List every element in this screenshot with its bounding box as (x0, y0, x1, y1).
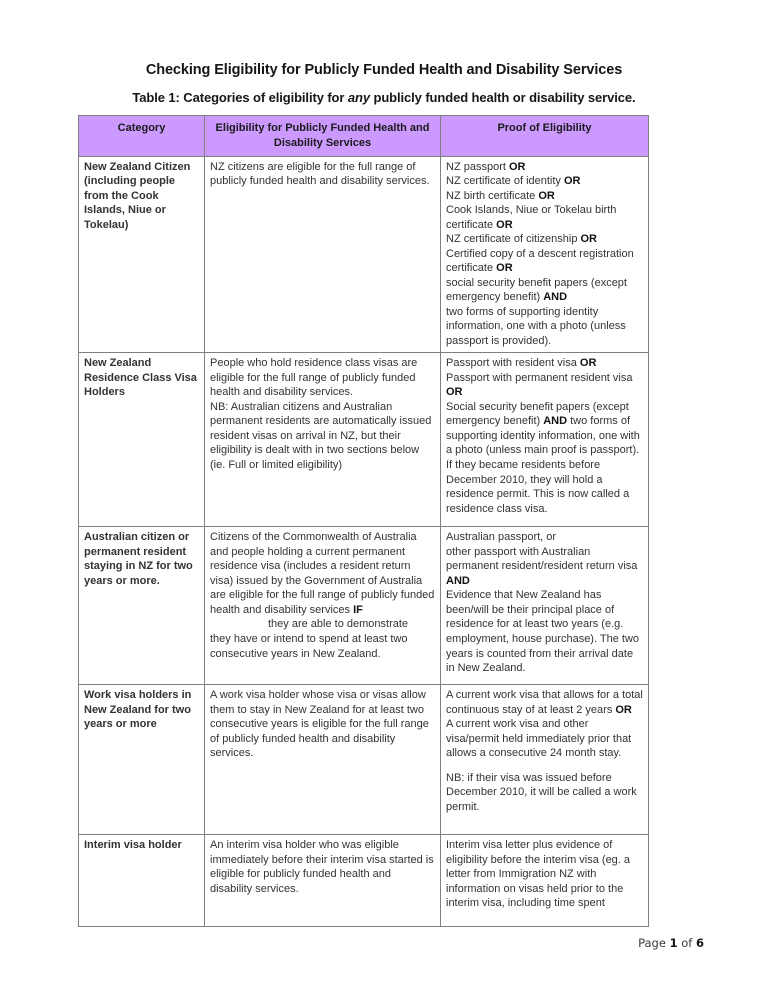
proof-line: A current work visa and other visa/permit held immediately prior that allows a consecutive 24 month stay. (446, 718, 632, 760)
eligibility-line: An interim visa holder who was eligible immediately before their interim visa started is eligible for publicly funded health and disability services. (210, 839, 434, 895)
column-header-category: Category (79, 116, 205, 157)
proof-line: If they became residents before December 2010, they will hold a residence permit. This is now called a residence class visa. (446, 459, 630, 515)
footer-middle: of (677, 936, 696, 950)
emphasis-conjunction: AND (543, 291, 568, 304)
caption-part-before: Table 1: Categories of eligibility for (132, 90, 348, 105)
emphasis-conjunction: AND (543, 415, 568, 428)
proof-line: Passport with resident visa OR (446, 357, 597, 370)
proof-line: Interim visa letter plus evidence of eligibility before the interim visa (eg. a letter from Immigration NZ with information on visas held prior to the interim visa, including time spent (446, 839, 631, 910)
emphasis-conjunction: IF (353, 603, 363, 616)
proof-line: Australian passport, or (446, 531, 557, 544)
eligibility-line: A work visa holder whose visa or visas allow them to stay in New Zealand for at least two consecutive years is eligible for the full range of publicly funded health and disability services. (210, 689, 429, 760)
footer-prefix: Page (638, 936, 670, 950)
table-row (79, 156, 649, 353)
proof-line: social security benefit papers (except emergency benefit) AND (446, 276, 627, 304)
emphasis-conjunction: OR (564, 175, 581, 188)
emphasis-conjunction: OR (579, 357, 597, 370)
eligibility-line: NZ citizens are eligible for the full range of publicly funded health and disability services. (210, 160, 430, 188)
table-body (79, 156, 649, 927)
emphasis-conjunction: OR (580, 233, 597, 246)
proof-line: Cook Islands, Niue or Tokelau birth certificate OR (446, 204, 617, 231)
proof-line: NZ certificate of identity OR (446, 175, 581, 188)
emphasis-conjunction: OR (615, 703, 632, 716)
cell-category: Interim visa holder (79, 835, 205, 927)
caption-part-after: publicly funded health or disability service. (369, 90, 636, 105)
table-caption (64, 90, 704, 105)
emphasis-conjunction: OR (496, 218, 513, 231)
emphasis-conjunction: OR (538, 189, 555, 202)
proof-line: other passport with Australian permanent resident/resident return visa AND (446, 545, 638, 587)
cell-proof (441, 835, 649, 927)
cell-eligibility (205, 835, 441, 927)
eligibility-line: NB: Australian citizens and Australian permanent residents are automatically issued resident visas on arrival in NZ, but their eligibility is dealt with in two sections below (ie. Full or limited eligibility) (210, 400, 432, 471)
proof-line: Passport with permanent resident visa OR (446, 371, 633, 399)
cell-proof (441, 685, 649, 835)
emphasis-conjunction: AND (446, 574, 470, 587)
column-header-eligibility: Eligibility for Publicly Funded Health and Disability Services (205, 116, 441, 157)
table-row (79, 353, 649, 527)
page-title: Checking Eligibility for Publicly Funded Health and Disability Services (145, 62, 623, 78)
caption-emphasis: any (347, 90, 370, 105)
footer-total-pages: 6 (695, 936, 704, 950)
proof-line: Social security benefit papers (except emergency benefit) AND two forms of supporting identity information, one with a photo (unless main proof is passport). (446, 400, 640, 457)
eligibility-table (78, 115, 649, 927)
eligibility-line: they are able to demonstrate (268, 618, 409, 631)
cell-category: Australian citizen or permanent resident staying in NZ for two years or more. (79, 527, 205, 685)
cell-category: Work visa holders in New Zealand for two years or more (79, 685, 205, 835)
cell-proof (441, 527, 649, 685)
proof-line: Evidence that New Zealand has been/will be their principal place of residence for at least two years (e.g. employment, house purchase). The two years is counted from their arrival date in New Zealand. (446, 589, 640, 675)
page-footer (64, 936, 704, 950)
cell-proof (441, 156, 649, 353)
cell-category: New Zealand Residence Class Visa Holders (79, 353, 205, 527)
proof-line: NB: if their visa was issued before December 2010, it will be called a work permit. (446, 771, 637, 813)
proof-line: NZ certificate of citizenship OR (446, 233, 597, 246)
table-header-row (79, 116, 649, 157)
cell-eligibility (205, 527, 441, 685)
eligibility-line: they have or intend to spend at least two consecutive years in New Zealand. (210, 633, 408, 660)
emphasis-conjunction: OR (508, 160, 526, 173)
cell-eligibility (205, 685, 441, 835)
eligibility-line: People who hold residence class visas are eligible for the full range of publicly funded health and disability services. (210, 357, 418, 399)
proof-line: NZ birth certificate OR (446, 189, 555, 202)
proof-line: A current work visa that allows for a total continuous stay of at least 2 years OR (446, 689, 643, 716)
table-row (79, 835, 649, 927)
cell-eligibility (205, 353, 441, 527)
table-header (79, 116, 649, 157)
cell-eligibility (205, 156, 441, 353)
emphasis-conjunction: OR (446, 386, 463, 399)
cell-category: New Zealand Citizen (including people from the Cook Islands, Niue or Tokelau) (79, 156, 205, 353)
footer-page-number: 1 (669, 936, 678, 950)
proof-line: two forms of supporting identity information, one with a photo (unless passport is provided). (446, 305, 626, 347)
proof-line: NZ passport OR (446, 160, 526, 173)
table-row (79, 527, 649, 685)
cell-proof (441, 353, 649, 527)
table-row (79, 685, 649, 835)
emphasis-conjunction: OR (496, 262, 513, 275)
proof-line: Certified copy of a descent registration certificate OR (446, 247, 634, 275)
eligibility-line: Citizens of the Commonwealth of Australia and people holding a current permanent residence visa (includes a resident return visa) issued by the Government of Australia are eligible for the full range of publicly funded health and disability services IF (210, 531, 435, 616)
column-header-proof: Proof of Eligibility (441, 116, 649, 157)
